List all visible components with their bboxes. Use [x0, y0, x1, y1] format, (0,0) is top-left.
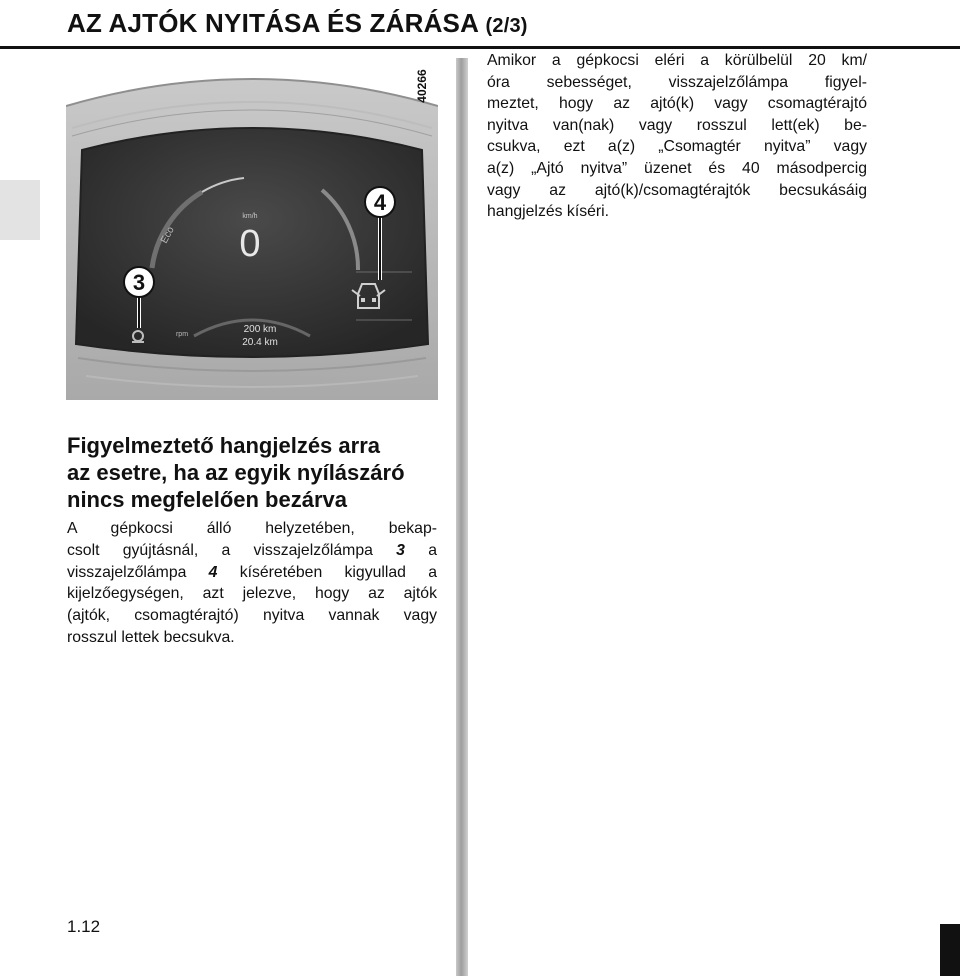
- page-number: 1.12: [67, 917, 101, 936]
- section-heading-line-2: az esetre, ha az egyik nyílászáró: [67, 460, 405, 485]
- body-line-3-text-after: kíséretében kigyullad a: [217, 563, 437, 581]
- right-line-2: óra sebességet, visszajelzőlámpa figyel-: [487, 73, 867, 91]
- body-line-4: kijelzőegységen, azt jelezve, hogy az ajtók: [67, 585, 437, 603]
- body-line-6: rosszul lettek becsukva.: [67, 628, 235, 646]
- instrument-cluster-figure: [66, 58, 438, 400]
- callout-4: [365, 187, 395, 217]
- column-divider: [456, 58, 468, 976]
- section-heading-line-1: Figyelmeztető hangjelzés arra: [67, 433, 380, 458]
- right-line-4: nyitva van(nak) vagy rosszul lett(ek) be-: [487, 116, 867, 134]
- page-corner-marker: [940, 924, 960, 976]
- eco-label: Eco: [158, 225, 177, 246]
- right-column-paragraph: [487, 50, 867, 223]
- reference-3: 3: [396, 541, 405, 559]
- page-title-suffix: (2/3): [485, 15, 528, 37]
- body-line-1: A gépkocsi álló helyzetében, bekap-: [67, 520, 437, 537]
- right-line-1: Amikor a gépkocsi eléri a körülbelül 20 km/: [487, 52, 867, 69]
- callout-4-number: 4: [373, 190, 387, 215]
- section-heading-line-3: nincs megfelelően bezárva: [67, 487, 347, 512]
- rpm-label: rpm: [175, 331, 189, 338]
- right-line-6: a(z) „Ajtó nyitva” üzenet és 40 másodpercig: [487, 159, 867, 177]
- body-line-2-text-after: a: [404, 541, 437, 559]
- page-title: [67, 8, 528, 39]
- body-line-5: (ajtók, csomagtérajtó) nyitva vannak vagy: [67, 607, 437, 625]
- figure-reference-code: 40266: [415, 69, 429, 103]
- chapter-side-tab: [0, 180, 40, 240]
- right-line-5: csukva, ezt a(z) „Csomagtér nyitva” vagy: [487, 138, 867, 156]
- section-heading: [67, 432, 457, 513]
- range-readout: 200 km: [243, 324, 277, 335]
- callout-3-number: 3: [132, 270, 146, 295]
- reference-4: 4: [208, 563, 218, 581]
- right-line-3: meztet, hogy az ajtó(k) vagy csomagtérajtó: [487, 95, 867, 113]
- trip-readout: 20.4 km: [242, 337, 278, 348]
- body-line-3: [67, 562, 437, 584]
- body-line-2: [67, 540, 437, 562]
- speed-readout: 0: [239, 223, 261, 265]
- body-line-2-text-before: csolt gyújtásnál, a visszajelzőlámpa: [67, 541, 397, 559]
- callout-3: [124, 267, 154, 297]
- right-line-8: hangjelzés kíséri.: [487, 203, 610, 221]
- header-rule: [0, 46, 960, 49]
- speed-unit-label: km/h: [242, 213, 258, 220]
- right-line-7: vagy az ajtó(k)/csomagtérajtók becsukásáig: [487, 181, 867, 199]
- page-title-main: AZ AJTÓK NYITÁSA ÉS ZÁRÁSA: [67, 8, 479, 38]
- body-line-3-text-before: visszajelzőlámpa: [67, 563, 209, 581]
- section-body-paragraph: [67, 518, 437, 649]
